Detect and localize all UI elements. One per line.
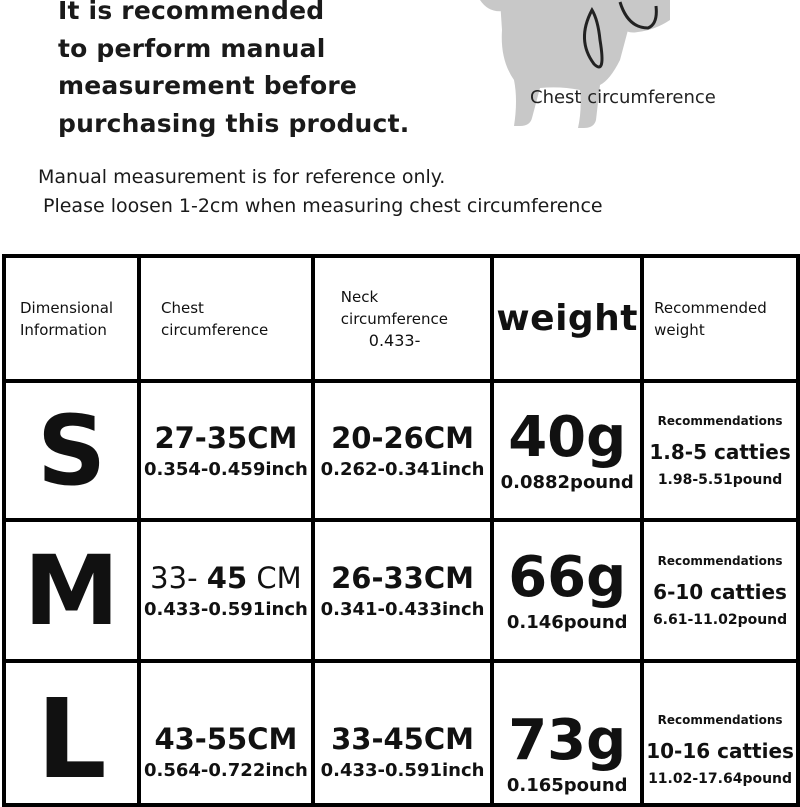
measurement-note xyxy=(38,163,603,221)
intro-line: purchasing this product. xyxy=(58,108,410,138)
chest-circumference-label: Chest circumference xyxy=(530,87,716,108)
recommendation-cell: Recommendations 10-16 catties 11.02-17.64pound xyxy=(642,661,798,805)
header-weight: weight xyxy=(492,256,642,381)
neck-cell: 26-33CM 0.341-0.433inch xyxy=(313,520,493,661)
intro-line: to perform manual xyxy=(58,33,326,63)
recommendation-cell: Recommendations 6-10 catties 6.61-11.02pound xyxy=(642,520,798,661)
weight-cell: 73g 0.165pound xyxy=(492,661,642,805)
size-cell: M xyxy=(4,520,139,661)
note-line: Manual measurement is for reference only. xyxy=(38,166,446,188)
intro-line: measurement before xyxy=(58,71,358,100)
table-row xyxy=(4,520,798,661)
table-row xyxy=(4,661,798,805)
neck-cell: 20-26CM 0.262-0.341inch xyxy=(313,381,493,520)
chest-cell: 43-55CM 0.564-0.722inch xyxy=(139,661,313,805)
intro-line: It is recommended xyxy=(58,0,325,25)
weight-cell: 66g 0.146pound xyxy=(492,520,642,661)
size-cell: S xyxy=(4,381,139,520)
header-recommended: Recommended weight xyxy=(642,256,798,381)
chest-cell: 27-35CM 0.354-0.459inch xyxy=(139,381,313,520)
header-dimensional: Dimensional Information xyxy=(4,256,139,381)
header-chest: Chest circumference xyxy=(139,256,313,381)
recommendation-cell: Recommendations 1.8-5 catties 1.98-5.51pound xyxy=(642,381,798,520)
intro-text xyxy=(58,0,409,142)
weight-cell: 40g 0.0882pound xyxy=(492,381,642,520)
size-chart-table xyxy=(2,254,800,807)
header-neck: Neck circumference 0.433- xyxy=(313,256,493,381)
neck-cell: 33-45CM 0.433-0.591inch xyxy=(313,661,493,805)
table-header-row xyxy=(4,256,798,381)
note-line: Please loosen 1-2cm when measuring chest circumference xyxy=(43,195,603,217)
chest-cell: 33- 45 CM 0.433-0.591inch xyxy=(139,520,313,661)
dog-silhouette-icon xyxy=(470,0,670,130)
table-row xyxy=(4,381,798,520)
size-cell: L xyxy=(4,661,139,805)
